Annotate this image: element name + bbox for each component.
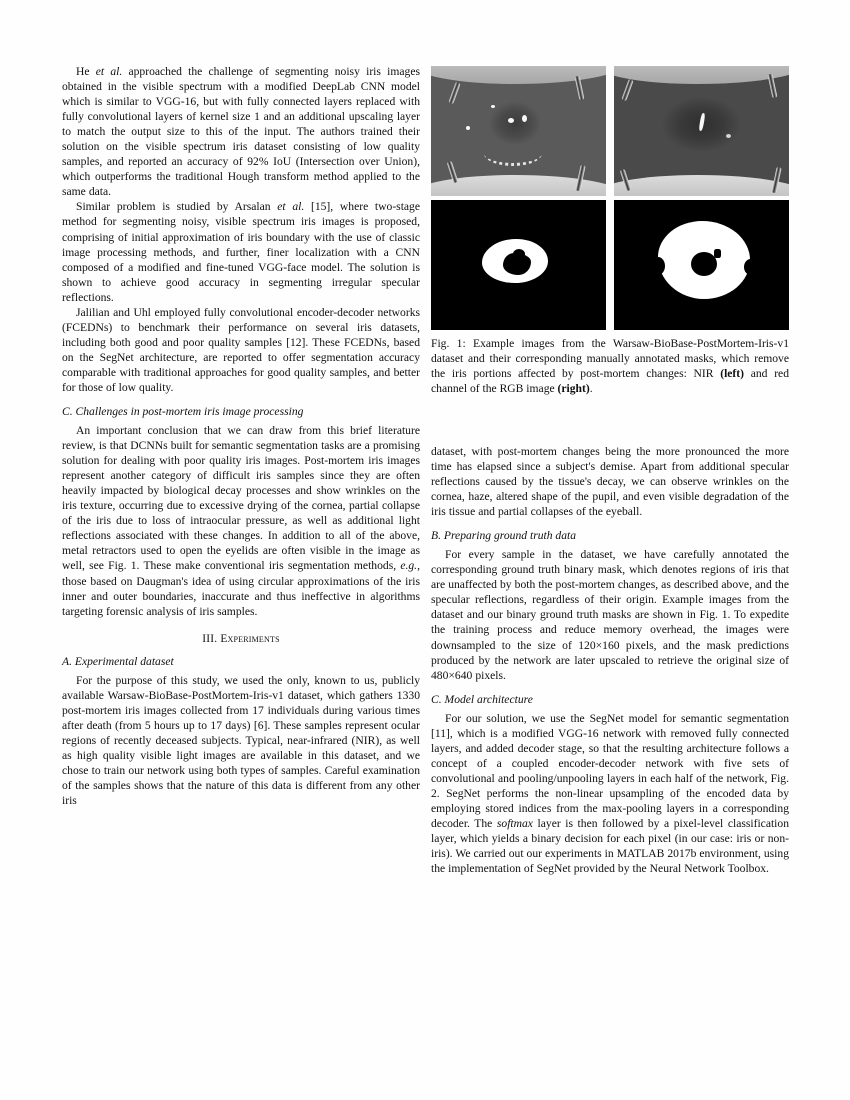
retractor-top-right bbox=[574, 76, 584, 101]
subsection-heading-ground-truth: B. Preparing ground truth data bbox=[431, 529, 577, 543]
paragraph-experimental-dataset: For the purpose of this study, we used the only, known to us, publicly available Warsaw-BioBase-PostMortem-Iris-v1 dataset, which gathers 1330 post-mortem iris images collected from 17 individuals during various times after death (from 5 hours up to 17 days) [6]. These samples represent ocular regions of recently deceased subjects. Typical, near-infrared (NIR), as well as high quality visible light images are available in this dataset, and we chose to train our network using both types of samples. Careful examination of the samples shows that the nature of this data is different from any other iris bbox=[62, 673, 420, 808]
figure-caption: Fig. 1: Example images from the Warsaw-BioBase-PostMortem-Iris-v1 dataset and their corresponding manually annotated masks, which remove the iris portions affected by post-mortem changes: NIR (left) and red channel of the RGB image (right). bbox=[431, 337, 789, 396]
specular-highlight bbox=[522, 115, 527, 122]
paragraph-dataset-continued: dataset, with post-mortem changes being the more pronounced the more time has elapsed since a subject's demise. Apart from additional specular reflections caused by the tissue's decay, we can observe wrinkles on the cornea, haze, altered shape of the pupil, and even visible degradation of the iris tissue and partial collapses of the eyeball. bbox=[431, 445, 789, 519]
mask-pupil-hole-extension bbox=[714, 249, 721, 258]
rgb-red-channel-eye-image bbox=[614, 66, 789, 196]
paragraph-jalilian: Jalilian and Uhl employed fully convolutional encoder-decoder networks (FCEDNs) to benchmark their performance on several iris datasets, including both good and poor quality samples [12]. These FCEDNs, based on the SegNet architecture, are reported to offer segmentation accuracy comparable with traditional approaches for good quality samples, and better for those of low quality. bbox=[62, 305, 420, 394]
nir-binary-mask bbox=[431, 200, 606, 330]
paragraph-challenges: An important conclusion that we can draw from this brief literature review, is that DCNNs built for semantic segmentation tasks are a promising solution for dealing with poor quality iris images. Post-mortem iris images represent another category of difficult iris samples since they are often heavily impacted by biological decay processes and show wrinkles on the iris texture, occurring due to excessive drying of the cornea, partial collapse of the iris due to loss of intraocular pressure, as well as additional light reflections associated with these changes. In addition to all of the above, metal retractors used to open the eyelids are often visible in the image as well, see Fig. 1. These make conventional iris segmentation methods, e.g., those based on Daugman's idea of using circular approximations of the iris inner and outer boundaries, inaccurate and thus ineffective in algorithms targeting forensic analysis of iris samples. bbox=[62, 424, 420, 618]
specular-highlight bbox=[491, 105, 495, 108]
italic-run: et al. bbox=[95, 65, 123, 78]
right-column bbox=[431, 444, 789, 876]
retractor-top-left bbox=[621, 79, 633, 101]
section-heading-experiments: III. Experiments bbox=[202, 632, 280, 645]
rgb-binary-mask bbox=[614, 200, 789, 330]
mask-notch-left bbox=[651, 257, 665, 275]
specular-highlight bbox=[726, 134, 731, 138]
paragraph-he-et-al: He et al. approached the challenge of segmenting noisy iris images obtained in the visible spectrum with a modified DeepLab CNN model which is similar to VGG-16, but with fully connected layers replaced with fully convolutional layers of kernel size 1 and an additional upscaling layer to match the output size to this of the input. The authors trained their solution on the visible spectrum iris dataset consisting of low quality samples, and reported an accuracy of 92% IoU (Intersection over Union), which outperforms the traditional Hough transform method applied to the same data. bbox=[62, 65, 420, 199]
mask-notch-right bbox=[744, 259, 757, 275]
nir-eye-image bbox=[431, 66, 606, 196]
paragraph-model-architecture: For our solution, we use the SegNet model for semantic segmentation [11], which is a modified VGG-16 network with removed fully connected layers, and added decoder stage, so that the resulting architecture follows a concept of a coupled encoder-decoder network with five sets of convolutional and pooling/unpooling layers in each half of the network, Fig. 2. SegNet performs the non-linear upsampling of the encoded data by employing stored indices from the max-pooling layers in a corresponding decoder. The softmax layer is then followed by a pixel-level classification layer, which yields a binary decision for each pixel (in our case: iris or non-iris). We carried out our experiments in MATLAB 2017b environment, using the implementation of SegNet provided by the Neural Network Toolbox. bbox=[431, 711, 790, 876]
italic-run: softmax bbox=[496, 816, 533, 830]
italic-run: et al. bbox=[277, 200, 305, 214]
italic-run: e.g. bbox=[400, 559, 418, 573]
subsection-heading-experimental-dataset: A. Experimental dataset bbox=[62, 654, 174, 668]
subsection-heading-model-architecture: C. Model architecture bbox=[431, 692, 533, 706]
left-column bbox=[62, 64, 420, 808]
specular-highlight bbox=[466, 126, 470, 130]
paragraph-ground-truth: For every sample in the dataset, we have carefully annotated the corresponding ground truth binary mask, which denotes regions of iris that are unaffected by both the post-mortem changes, as described above, and the specular reflections, regardless of their origin. Example images from the dataset and our binary ground truth masks are shown in Fig. 1. To expedite the training process and reduce memory overhead, the images were downsampled to the size of 120×160 pixels, and the mask predictions produced by the network are later upscaled to retrieve the original size of 480×640 pixels. bbox=[431, 548, 789, 682]
eyelid-top bbox=[614, 66, 789, 84]
specular-highlight bbox=[698, 113, 705, 131]
paragraph-arsalan: Similar problem is studied by Arsalan et al. [15], where two-stage method for segmenting noisy, visible spectrum iris images is proposed, comprising of initial approximation of iris boundary with the use of classic image processing methods, and further, finer localization with a CNN composed of a modified and fine-tuned VGG-face model. The solution is shown to achieve good accuracy in segmenting irregular specular reflections. bbox=[62, 200, 420, 304]
specular-highlight bbox=[508, 118, 514, 123]
eyelid-bottom bbox=[614, 175, 789, 196]
figure-1 bbox=[431, 66, 789, 396]
specular-reflection-arc bbox=[484, 141, 542, 166]
figure-panel-grid bbox=[431, 66, 789, 330]
subsection-heading-challenges: C. Challenges in post-mortem iris image processing bbox=[62, 405, 304, 419]
retractor-top-left bbox=[448, 81, 460, 103]
bold-run: (right) bbox=[557, 382, 590, 396]
bold-run: (left) bbox=[720, 367, 745, 381]
